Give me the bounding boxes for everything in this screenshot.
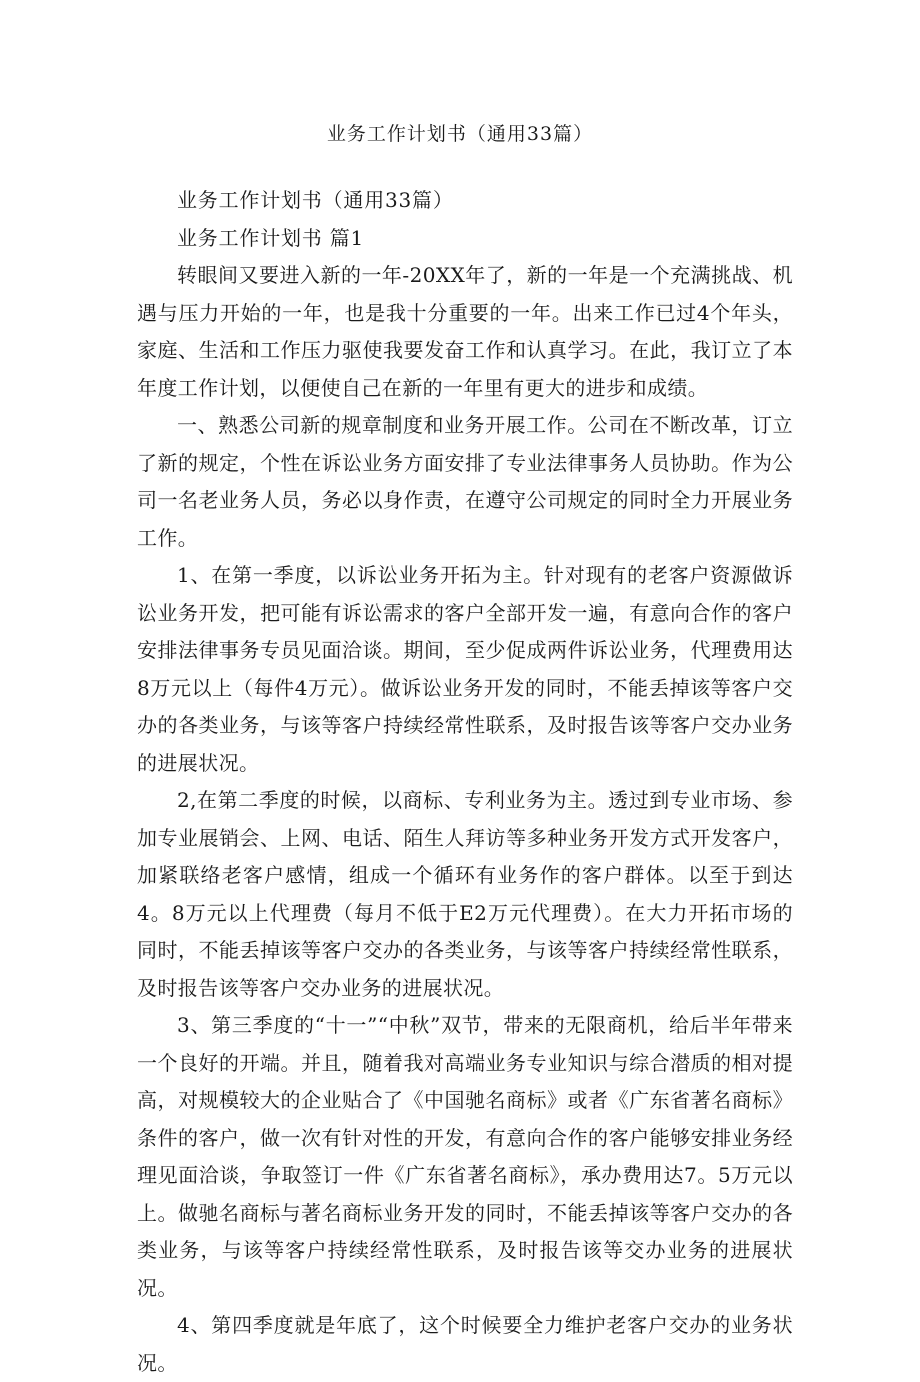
body-paragraph: 1、在第一季度，以诉讼业务开拓为主。针对现有的老客户资源做诉讼业务开发，把可能有诉讼需求的客户全部开发一遍，有意向合作的客户安排法律事务专员见面洽谈。期间，至少促成两件诉讼业务，代理费用达8万元以上（每件4万元）。做诉讼业务开发的同时，不能丢掉该等客户交办的各类业务，与该等客户持续经常性联系，及时报告该等客户交办业务的进展状况。 xyxy=(137,563,793,775)
body-paragraph: 3、第三季度的“十一”“中秋”双节，带来的无限商机，给后半年带来一个良好的开端。并且，随着我对高端业务专业知识与综合潜质的相对提高，对规模较大的企业贴合了《中国驰名商标》或者《广东省著名商标》条件的客户，做一次有针对性的开发，有意向合作的客户能够安排业务经理见面洽谈，争取签订一件《广东省著名商标》，承办费用达7。5万元以上。做驰名商标与著名商标业务开发的同时，不能丢掉该等客户交办的各类业务，与该等客户持续经常性联系，及时报告该等交办业务的进展状况。 xyxy=(137,1013,793,1300)
document-body xyxy=(137,182,793,1382)
body-paragraph: 转眼间又要进入新的一年-20XX年了，新的一年是一个充满挑战、机遇与压力开始的一年，也是我十分重要的一年。出来工作已过4个年头，家庭、生活和工作压力驱使我要发奋工作和认真学习。在此，我订立了本年度工作计划，以便使自己在新的一年里有更大的进步和成绩。 xyxy=(137,263,793,400)
subtitle-paragraph: 业务工作计划书（通用33篇） xyxy=(177,188,454,212)
body-paragraph: 一、熟悉公司新的规章制度和业务开展工作。公司在不断改革，订立了新的规定，个性在诉讼业务方面安排了专业法律事务人员协助。作为公司一名老业务人员，务必以身作责，在遵守公司规定的同时全力开展业务工作。 xyxy=(137,413,793,550)
section-heading: 业务工作计划书 篇1 xyxy=(177,225,365,250)
body-paragraph: 2,在第二季度的时候，以商标、专利业务为主。透过到专业市场、参加专业展销会、上网、电话、陌生人拜访等多种业务开发方式开发客户，加紧联络老客户感情，组成一个循环有业务作的客户群体。以至于到达4。8万元以上代理费（每月不低于E2万元代理费）。在大力开拓市场的同时，不能丢掉该等客户交办的各类业务，与该等客户持续经常性联系，及时报告该等客户交办业务的进展状况。 xyxy=(137,788,793,1000)
document-title: 业务工作计划书（通用33篇） xyxy=(326,123,594,145)
body-paragraph: 4、第四季度就是年底了，这个时候要全力维护老客户交办的业务状况。 xyxy=(137,1313,793,1375)
